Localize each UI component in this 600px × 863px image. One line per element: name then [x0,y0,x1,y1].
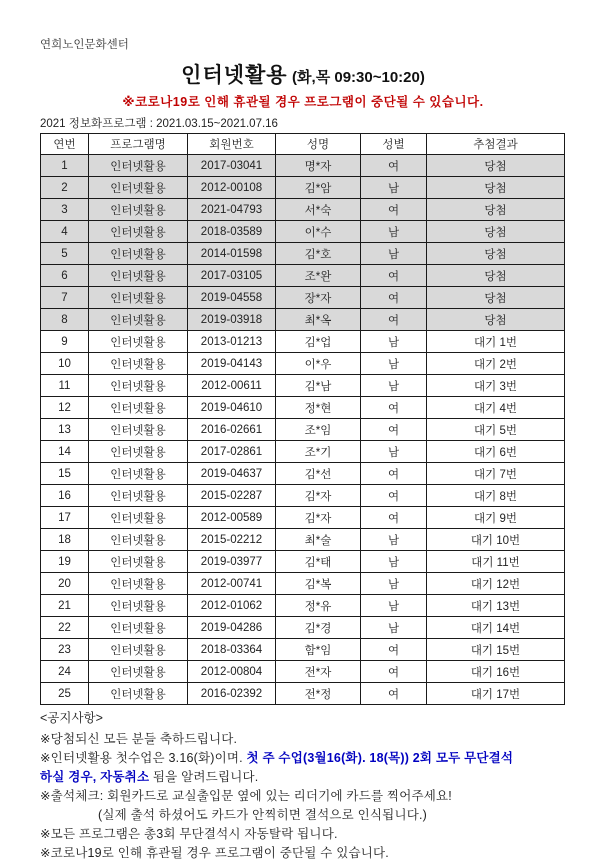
cell-gender: 남 [361,551,427,573]
cell-result: 당첨 [427,155,565,177]
cell-program: 인터넷활용 [89,243,188,265]
notices-list [40,730,566,863]
notice-emphasis-text: 하실 경우, 자동취소 [40,770,150,784]
notice-text: ※출석체크: 회원카드로 교실출입문 옆에 있는 리더기에 카드를 찍어주세요! [40,789,452,803]
cell-gender: 여 [361,287,427,309]
table-row [41,397,565,419]
cell-result: 대기 2번 [427,353,565,375]
cell-member-no: 2018-03364 [188,639,276,661]
cell-member-no: 2019-03977 [188,551,276,573]
cell-gender: 남 [361,441,427,463]
cell-no: 12 [41,397,89,419]
cell-name: 서*숙 [276,199,361,221]
table-row [41,441,565,463]
cell-no: 6 [41,265,89,287]
cell-program: 인터넷활용 [89,265,188,287]
results-table-body [41,155,565,705]
cell-result: 대기 17번 [427,683,565,705]
cell-member-no: 2017-02861 [188,441,276,463]
cell-no: 8 [41,309,89,331]
cell-member-no: 2019-04558 [188,287,276,309]
cell-program: 인터넷활용 [89,287,188,309]
org-name: 연희노인문화센터 [40,39,129,51]
cell-gender: 남 [361,617,427,639]
table-row [41,463,565,485]
cell-member-no: 2019-04286 [188,617,276,639]
cell-name: 명*자 [276,155,361,177]
notice-line [40,749,566,768]
cell-name: 함*임 [276,639,361,661]
cell-name: 김*호 [276,243,361,265]
notices-section [40,708,566,863]
cell-result: 대기 16번 [427,661,565,683]
program-schedule: (화,목 09:30~10:20) [292,69,425,86]
notice-text: ※코로나19로 인해 휴관될 경우 프로그램이 중단될 수 있습니다. [40,846,389,860]
cell-no: 19 [41,551,89,573]
cell-name: 김*업 [276,331,361,353]
col-header-program: 프로그램명 [89,134,188,155]
cell-member-no: 2016-02392 [188,683,276,705]
cell-result: 대기 1번 [427,331,565,353]
cell-name: 김*남 [276,375,361,397]
cell-no: 21 [41,595,89,617]
cell-member-no: 2021-04793 [188,199,276,221]
covid-warning-text: ※코로나19로 인해 휴관될 경우 프로그램이 중단될 수 있습니다. [122,95,484,109]
cell-program: 인터넷활용 [89,221,188,243]
page-title [40,59,566,89]
cell-no: 4 [41,221,89,243]
cell-no: 7 [41,287,89,309]
cell-name: 이*우 [276,353,361,375]
notice-text: (실제 출석 하셨어도 카드가 안찍히면 결석으로 인식됩니다.) [98,808,428,822]
cell-no: 16 [41,485,89,507]
cell-no: 15 [41,463,89,485]
cell-no: 5 [41,243,89,265]
program-title: 인터넷활용 [181,64,288,87]
cell-no: 18 [41,529,89,551]
cell-name: 최*술 [276,529,361,551]
table-row [41,661,565,683]
table-row [41,551,565,573]
table-row [41,507,565,529]
cell-program: 인터넷활용 [89,155,188,177]
cell-result: 대기 10번 [427,529,565,551]
cell-result: 당첨 [427,177,565,199]
cell-gender: 여 [361,309,427,331]
cell-gender: 남 [361,595,427,617]
cell-result: 당첨 [427,221,565,243]
notices-title: <공지사항> [40,711,103,725]
table-row [41,529,565,551]
cell-program: 인터넷활용 [89,463,188,485]
table-row [41,573,565,595]
table-row [41,639,565,661]
cell-no: 14 [41,441,89,463]
cell-no: 24 [41,661,89,683]
cell-program: 인터넷활용 [89,177,188,199]
cell-member-no: 2019-04610 [188,397,276,419]
cell-gender: 여 [361,485,427,507]
cell-result: 당첨 [427,265,565,287]
table-row [41,353,565,375]
cell-gender: 남 [361,177,427,199]
notice-line [40,844,566,863]
cell-no: 20 [41,573,89,595]
table-row [41,265,565,287]
cell-gender: 여 [361,199,427,221]
cell-program: 인터넷활용 [89,529,188,551]
cell-result: 대기 14번 [427,617,565,639]
table-row [41,177,565,199]
cell-no: 10 [41,353,89,375]
cell-name: 전*정 [276,683,361,705]
table-row [41,331,565,353]
program-period: 2021 정보화프로그램 : 2021.03.15~2021.07.16 [40,118,278,130]
cell-name: 김*암 [276,177,361,199]
table-row [41,595,565,617]
table-row [41,287,565,309]
cell-program: 인터넷활용 [89,199,188,221]
cell-gender: 남 [361,529,427,551]
cell-program: 인터넷활용 [89,595,188,617]
table-row [41,221,565,243]
cell-name: 조*기 [276,441,361,463]
cell-name: 장*자 [276,287,361,309]
notice-text: ※모든 프로그램은 총3회 무단결석시 자동탈락 됩니다. [40,827,338,841]
cell-result: 당첨 [427,309,565,331]
cell-no: 9 [41,331,89,353]
cell-result: 대기 4번 [427,397,565,419]
cell-name: 정*유 [276,595,361,617]
cell-result: 대기 15번 [427,639,565,661]
cell-gender: 남 [361,331,427,353]
cell-name: 정*현 [276,397,361,419]
cell-program: 인터넷활용 [89,683,188,705]
col-header-gender: 성별 [361,134,427,155]
cell-result: 대기 12번 [427,573,565,595]
cell-program: 인터넷활용 [89,441,188,463]
notice-text: ※인터넷활용 첫수업은 3.16(화)이며. [40,751,247,765]
cell-no: 25 [41,683,89,705]
cell-result: 대기 7번 [427,463,565,485]
cell-member-no: 2012-01062 [188,595,276,617]
cell-name: 이*수 [276,221,361,243]
cell-no: 23 [41,639,89,661]
notice-text: 됨을 알려드립니다. [149,770,259,784]
cell-name: 김*복 [276,573,361,595]
table-row [41,375,565,397]
cell-gender: 여 [361,265,427,287]
lottery-results-table [40,133,565,705]
cell-gender: 여 [361,507,427,529]
cell-gender: 여 [361,661,427,683]
notice-text: ※당첨되신 모든 분들 축하드립니다. [40,732,238,746]
cell-result: 대기 9번 [427,507,565,529]
cell-program: 인터넷활용 [89,661,188,683]
cell-gender: 여 [361,639,427,661]
cell-program: 인터넷활용 [89,375,188,397]
cell-name: 전*자 [276,661,361,683]
cell-member-no: 2013-01213 [188,331,276,353]
cell-gender: 남 [361,375,427,397]
cell-gender: 여 [361,419,427,441]
cell-member-no: 2018-03589 [188,221,276,243]
cell-program: 인터넷활용 [89,353,188,375]
col-header-result: 추첨결과 [427,134,565,155]
cell-program: 인터넷활용 [89,551,188,573]
cell-member-no: 2014-01598 [188,243,276,265]
col-header-no: 연번 [41,134,89,155]
cell-member-no: 2019-04143 [188,353,276,375]
cell-program: 인터넷활용 [89,331,188,353]
table-row [41,419,565,441]
cell-no: 3 [41,199,89,221]
cell-name: 최*옥 [276,309,361,331]
cell-gender: 여 [361,155,427,177]
cell-result: 대기 5번 [427,419,565,441]
cell-program: 인터넷활용 [89,419,188,441]
cell-member-no: 2015-02212 [188,529,276,551]
col-header-member-no: 회원번호 [188,134,276,155]
cell-gender: 여 [361,397,427,419]
cell-result: 대기 6번 [427,441,565,463]
notice-line [40,768,566,787]
cell-member-no: 2012-00589 [188,507,276,529]
cell-name: 김*경 [276,617,361,639]
cell-name: 조*완 [276,265,361,287]
table-row [41,309,565,331]
cell-gender: 남 [361,573,427,595]
cell-name: 김*자 [276,507,361,529]
cell-gender: 남 [361,243,427,265]
cell-no: 2 [41,177,89,199]
cell-member-no: 2012-00611 [188,375,276,397]
cell-gender: 남 [361,353,427,375]
cell-member-no: 2017-03041 [188,155,276,177]
cell-no: 11 [41,375,89,397]
cell-no: 17 [41,507,89,529]
cell-result: 당첨 [427,199,565,221]
notice-line [40,806,566,825]
table-row [41,243,565,265]
cell-no: 22 [41,617,89,639]
cell-member-no: 2016-02661 [188,419,276,441]
cell-gender: 여 [361,683,427,705]
cell-member-no: 2012-00108 [188,177,276,199]
cell-result: 대기 3번 [427,375,565,397]
cell-result: 대기 11번 [427,551,565,573]
cell-name: 김*태 [276,551,361,573]
cell-program: 인터넷활용 [89,397,188,419]
cell-result: 당첨 [427,287,565,309]
cell-member-no: 2015-02287 [188,485,276,507]
table-row [41,683,565,705]
table-row [41,199,565,221]
notice-line [40,787,566,806]
cell-result: 당첨 [427,243,565,265]
cell-result: 대기 13번 [427,595,565,617]
cell-no: 13 [41,419,89,441]
table-header-row [41,134,565,155]
cell-name: 김*선 [276,463,361,485]
cell-gender: 남 [361,221,427,243]
notice-line [40,825,566,844]
cell-program: 인터넷활용 [89,309,188,331]
cell-result: 대기 8번 [427,485,565,507]
cell-program: 인터넷활용 [89,617,188,639]
table-row [41,485,565,507]
cell-name: 조*임 [276,419,361,441]
cell-member-no: 2012-00804 [188,661,276,683]
cell-member-no: 2012-00741 [188,573,276,595]
cell-name: 김*자 [276,485,361,507]
cell-program: 인터넷활용 [89,485,188,507]
cell-member-no: 2019-03918 [188,309,276,331]
notice-line [40,730,566,749]
table-row [41,617,565,639]
col-header-name: 성명 [276,134,361,155]
cell-program: 인터넷활용 [89,507,188,529]
cell-program: 인터넷활용 [89,639,188,661]
cell-member-no: 2017-03105 [188,265,276,287]
cell-gender: 여 [361,463,427,485]
notice-emphasis-text: 첫 주 수업(3월16(화). 18(목)) 2회 모두 무단결석 [246,751,514,765]
cell-no: 1 [41,155,89,177]
table-row [41,155,565,177]
cell-member-no: 2019-04637 [188,463,276,485]
cell-program: 인터넷활용 [89,573,188,595]
